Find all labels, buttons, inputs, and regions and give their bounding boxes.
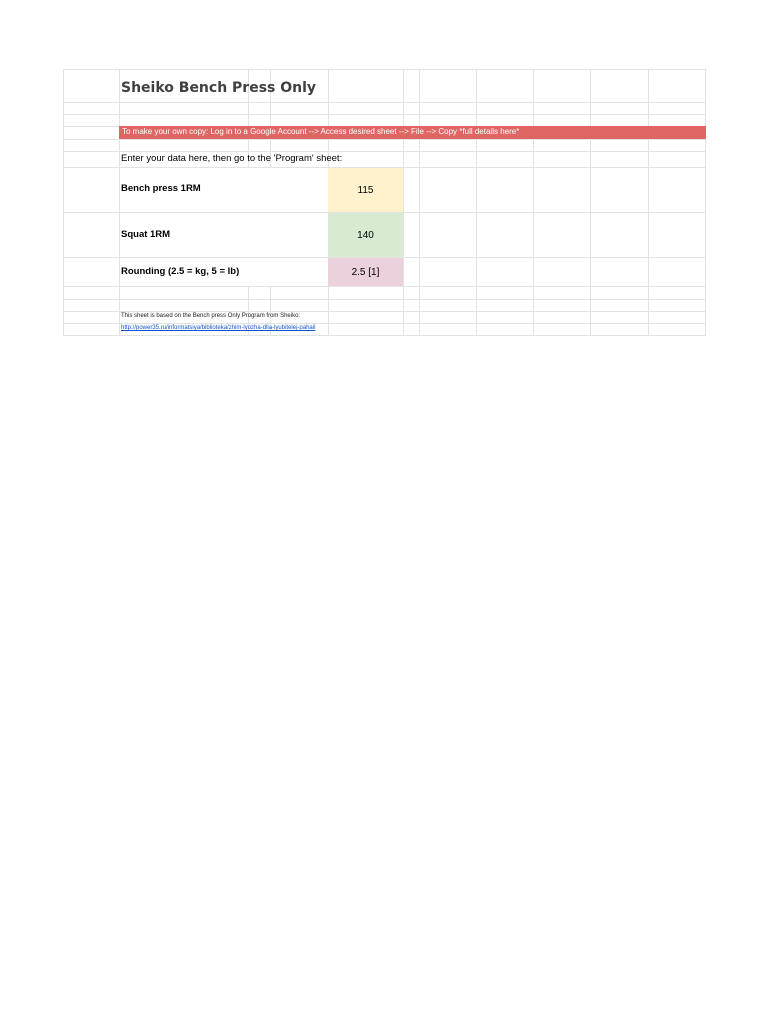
sheet-title: Sheiko Bench Press Only [121, 80, 317, 96]
grid-row-line [63, 311, 706, 312]
bench-press-value-cell[interactable]: 115 [328, 167, 403, 213]
grid-column-line [648, 69, 649, 336]
grid-row-line [63, 323, 706, 324]
grid-column-line [533, 69, 534, 336]
grid-column-line [119, 69, 120, 336]
intro-text: Enter your data here, then go to the 'Program' sheet: [121, 153, 343, 164]
source-link[interactable]: http://power35.ru/informatsiya/biblioteka/zhim-lyozha-dlia-lyubitelej-pahail [121, 325, 316, 331]
squat-label: Squat 1RM [121, 229, 171, 240]
grid-column-line [476, 69, 477, 336]
grid-row-line [63, 139, 706, 140]
source-footnote: This sheet is based on the Bench press Only Program from Sheiko: [121, 313, 301, 319]
grid-row-line [63, 102, 706, 103]
grid-row-line [63, 299, 706, 300]
grid-row-line [63, 151, 706, 152]
squat-value-cell[interactable]: 140 [328, 212, 403, 258]
grid-column-line [590, 69, 591, 336]
grid-column-line [403, 69, 404, 336]
instruction-banner-text: To make your own copy: Log in to a Google Account --> Access desired sheet --> File --> Copy *full details here* [122, 127, 520, 136]
rounding-value-cell[interactable]: 2.5 [1] [328, 257, 403, 287]
grid-row-line [63, 114, 706, 115]
grid-column-line [419, 69, 420, 336]
rounding-label: Rounding (2.5 = kg, 5 = lb) [121, 266, 240, 277]
bench-press-label: Bench press 1RM [121, 183, 201, 194]
